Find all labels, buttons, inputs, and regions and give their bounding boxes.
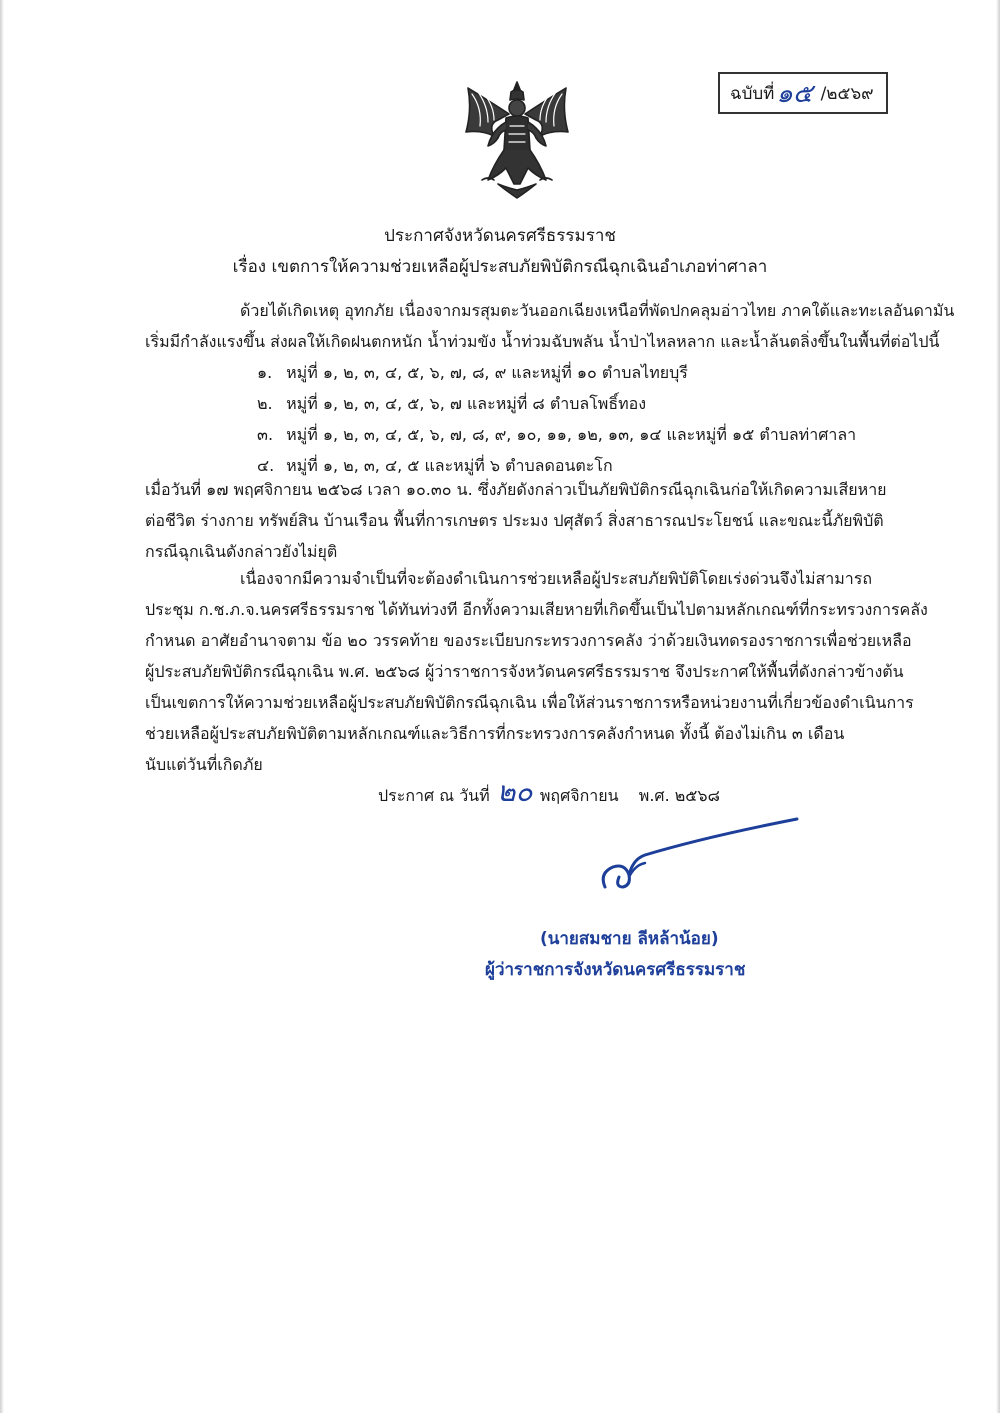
list-item-number: ๒.: [257, 394, 273, 413]
list-item: [145, 357, 857, 388]
list-item-number: ๔.: [257, 456, 275, 475]
paragraph-line: นับแต่วันที่เกิดภัย: [145, 755, 263, 774]
list-item-text: หมู่ที่ ๑, ๒, ๓, ๔, ๕, ๖, ๗, ๘, ๙ และหมู่ที่ ๑๐ ตำบลไทยบุรี: [286, 363, 688, 382]
paragraph-line: เมื่อวันที่ ๑๗ พฤศจิกายน ๒๕๖๘ เวลา ๑๐.๓๐ น. ซึ่งภัยดังกล่าวเป็นภัยพิบัติกรณีฉุกเฉินก่อให้เกิดความเสียหาย: [145, 480, 887, 499]
list-item-text: หมู่ที่ ๑, ๒, ๓, ๔, ๕ และหมู่ที่ ๖ ตำบลดอนตะโก: [286, 456, 613, 475]
paragraph-line: ด้วยได้เกิดเหตุ อุทกภัย เนื่องจากมรสุมตะวันออกเฉียงเหนือที่พัดปกคลุมอ่าวไทย ภาคใต้และทะเลอันดามัน: [240, 301, 955, 320]
issue-number-handwritten: ๑๕: [776, 78, 813, 109]
paragraph-line: กรณีฉุกเฉินดังกล่าวยังไม่ยุติ: [145, 542, 338, 561]
signer-name: (นายสมชาย ลีหล้าน้อย): [540, 929, 719, 949]
paragraph-line: เริ่มมีกำลังแรงขึ้น ส่งผลให้เกิดฝนตกหนัก น้ำท่วมขัง น้ำท่วมฉับพลัน น้ำป่าไหลหลาก และน้ำล้นตลิ่งขึ้นในพื้นที่ต่อไปนี้: [145, 332, 940, 351]
page-edge-left: [0, 0, 4, 1413]
date-era: พ.ศ.: [638, 786, 670, 805]
date-year: ๒๕๖๘: [674, 786, 720, 805]
date-month: พฤศจิกายน: [539, 786, 619, 805]
paragraph-line: ประชุม ก.ช.ภ.จ.นครศรีธรรมราช ได้ทันท่วงที อีกทั้งความเสียหายที่เกิดขึ้นเป็นไปตามหลักเกณฑ์ที่กระทรวงการคลัง: [145, 600, 928, 619]
paragraph-damage: [145, 474, 887, 567]
document-title: ประกาศจังหวัดนครศรีธรรมราช: [384, 226, 616, 246]
list-item-text: หมู่ที่ ๑, ๒, ๓, ๔, ๕, ๖, ๗, ๘, ๙, ๑๐, ๑๑, ๑๒, ๑๓, ๑๔ และหมู่ที่ ๑๕ ตำบลท่าศาลา: [286, 425, 857, 444]
garuda-emblem-icon: [458, 80, 576, 200]
date-prefix: ประกาศ ณ วันที่: [378, 786, 490, 805]
issue-label: ฉบับที่: [730, 83, 775, 104]
signer-position: ผู้ว่าราชการจังหวัดนครศรีธรรมราช: [485, 960, 746, 980]
paragraph-line: ช่วยเหลือผู้ประสบภัยพิบัติตามหลักเกณฑ์และวิธีการที่กระทรวงการคลังกำหนด ทั้งนี้ ต้องไม่เกิน ๓ เดือน: [145, 724, 845, 743]
paragraph-incident: [145, 295, 955, 481]
document-subject: เรื่อง เขตการให้ความช่วยเหลือผู้ประสบภัยพิบัติกรณีฉุกเฉินอำเภอท่าศาลา: [232, 257, 768, 277]
date-day-handwritten: ๒๐: [496, 775, 533, 808]
list-item-number: ๑.: [257, 363, 273, 382]
announcement-date: [378, 770, 720, 814]
issue-year: /๒๕๖๙: [820, 83, 874, 104]
paragraph-line: กำหนด อาศัยอำนาจตาม ข้อ ๒๐ วรรคท้าย ของระเบียบกระทรวงการคลัง ว่าด้วยเงินทดรองราชการเพื่อช่วยเหลือ: [145, 631, 912, 650]
issue-number-box: [718, 72, 888, 114]
paragraph-declaration: [145, 563, 928, 780]
paragraph-line: เนื่องจากมีความจำเป็นที่จะต้องดำเนินการช่วยเหลือผู้ประสบภัยพิบัติโดยเร่งด่วนจึงไม่สามารถ: [240, 569, 873, 588]
list-item-number: ๓.: [257, 425, 274, 444]
list-item: [145, 419, 857, 450]
paragraph-line: เป็นเขตการให้ความช่วยเหลือผู้ประสบภัยพิบัติกรณีฉุกเฉิน เพื่อให้ส่วนราชการหรือหน่วยงานที่เกี่ยวข้องดำเนินการ: [145, 693, 914, 712]
list-item-text: หมู่ที่ ๑, ๒, ๓, ๔, ๕, ๖, ๗ และหมู่ที่ ๘ ตำบลโพธิ์ทอง: [286, 394, 647, 413]
list-item: [145, 388, 857, 419]
paragraph-line: ผู้ประสบภัยพิบัติกรณีฉุกเฉิน พ.ศ. ๒๕๖๘ ผู้ว่าราชการจังหวัดนครศรีธรรมราช จึงประกาศให้พื้นที่ดังกล่าวข้างต้น: [145, 662, 904, 681]
page-edge-right: [996, 0, 1000, 1413]
handwritten-signature: [585, 815, 815, 905]
paragraph-line: ต่อชีวิต ร่างกาย ทรัพย์สิน บ้านเรือน พื้นที่การเกษตร ประมง ปศุสัตว์ สิ่งสาธารณประโยชน์ และขณะนี้ภัยพิบัติ: [145, 511, 884, 530]
